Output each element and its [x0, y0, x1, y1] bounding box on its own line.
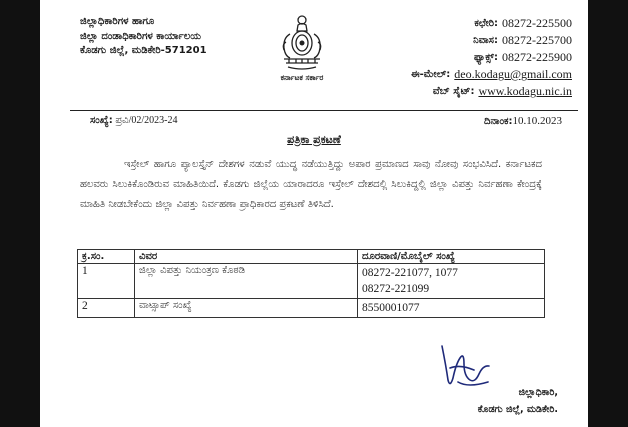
table-row — [78, 264, 545, 299]
row-phone — [358, 264, 545, 299]
date-value: 10.10.2023 — [512, 115, 562, 127]
office-line-2: ಜಿಲ್ಲಾ ದಂಡಾಧಿಕಾರಿಗಳ ಕಾರ್ಯಾಲಯ — [80, 30, 201, 42]
body-paragraph: ಇಸ್ರೇಲ್ ಹಾಗೂ ಪ್ಯಾಲಸ್ತೈನ್ ದೇಶಗಳ ನಡುವೆ ಯುದ್ಧ ನಡೆಯುತ್ತಿದ್ದು ಅಪಾರ ಪ್ರಮಾಣದ ಸಾವು ನೋವು ಸಂಭವಿಸಿದೆ. ಕರ್ನಾಟಕದ ಹಲವರು ಸಿಲುಕಿಕೊಂಡಿರುವ ಮಾಹಿತಿಯಿದೆ. ಕೊಡಗು ಜಿಲ್ಲೆಯ ಯಾರಾದರೂ ಇಸ್ರೇಲ್ ದೇಶದಲ್ಲಿ ಸಿಲುಕಿದ್ದಲ್ಲಿ ಜಿಲ್ಲಾ ವಿಪತ್ತು ನಿರ್ವಹಣಾ ಕೇಂದ್ರಕ್ಕೆ ಮಾಹಿತಿ ನೀಡಬೇಕೆಂದು ಜಿಲ್ಲಾ ವಿಪತ್ತು ನಿರ್ವಹಣಾ ಪ್ರಾಧಿಕಾರದ ಪ್ರಕಟಣೆ ತಿಳಿಸಿದೆ. — [80, 159, 542, 210]
col-serial-header: ಕ್ರ.ಸಂ. — [78, 250, 135, 264]
phone-number: 08272-221077, 1077 — [362, 267, 458, 279]
reference-value: ಪ್ರವಿ/02/2023-24 — [115, 115, 178, 126]
contact-value: 08272-225700 — [502, 33, 572, 47]
reference-label: ಸಂಖ್ಯೆ: — [90, 115, 113, 126]
contact-value: 08272-225900 — [502, 50, 572, 64]
contact-residence-phone — [411, 32, 572, 49]
row-detail: ಜಿಲ್ಲಾ ವಿಪತ್ತು ನಿಯಂತ್ರಣ ಕೊಠಡಿ — [135, 264, 358, 299]
date-label: ದಿನಾಂಕ: — [484, 116, 513, 127]
contact-label: ಫ್ಯಾಕ್ಸ್: — [473, 52, 498, 63]
contact-website — [411, 83, 572, 100]
phone-number: 8550001077 — [362, 302, 420, 314]
press-release-document — [40, 0, 588, 427]
contact-office-phone — [411, 15, 572, 32]
contact-details — [411, 15, 572, 100]
contact-label: ಕಛೇರಿ: — [474, 18, 498, 29]
contact-email — [411, 66, 572, 83]
contact-label: ವೆಬ್ ಸೈಟ್: — [432, 86, 475, 97]
document-subject — [40, 133, 588, 147]
subject-text: ಪತ್ರಿಕಾ ಪ್ರಕಟಣೆ — [287, 133, 341, 146]
reference-number — [90, 115, 178, 126]
contact-label: ನಿವಾಸ: — [473, 35, 498, 46]
contact-fax — [411, 49, 572, 66]
contact-value: 08272-225500 — [502, 16, 572, 30]
office-address-block — [80, 15, 207, 59]
col-phone-header: ದೂರವಾಣಿ/ಮೊಬೈಲ್ ಸಂಖ್ಯೆ — [358, 250, 545, 264]
phone-number: 08272-221099 — [362, 283, 430, 295]
office-line-3: ಕೊಡಗು ಜಿಲ್ಲೆ, ಮಡಿಕೇರಿ-571201 — [80, 45, 207, 56]
signatory-place: ಕೊಡಗು ಜಿಲ್ಲೆ, ಮಡಿಕೇರಿ. — [477, 404, 558, 415]
contact-label: ಈ-ಮೇಲ್: — [410, 69, 451, 80]
karnataka-emblem-icon — [276, 12, 328, 72]
row-detail: ವಾಟ್ಸಾಪ್ ಸಂಖ್ಯೆ — [135, 299, 358, 318]
issue-date — [484, 115, 562, 127]
table-row — [78, 299, 545, 318]
row-serial: 2 — [78, 299, 135, 318]
row-phone — [358, 299, 545, 318]
table-header-row — [78, 250, 545, 264]
signatory-title: ಜಿಲ್ಲಾಧಿಕಾರಿ, — [518, 387, 558, 398]
state-emblem — [272, 12, 332, 86]
row-serial: 1 — [78, 264, 135, 299]
signatory-block — [388, 384, 558, 418]
office-line-1: ಜಿಲ್ಲಾಧಿಕಾರಿಗಳ ಹಾಗೂ — [80, 16, 155, 27]
helpline-table — [77, 249, 545, 318]
website-link[interactable]: www.kodagu.nic.in — [478, 84, 572, 98]
header-divider — [70, 110, 578, 111]
email-link[interactable]: deo.kodagu@gmail.com — [454, 67, 572, 81]
emblem-caption: ಕರ್ನಾಟಕ ಸರ್ಕಾರ — [280, 73, 324, 82]
col-detail-header: ವಿವರ — [135, 250, 358, 264]
